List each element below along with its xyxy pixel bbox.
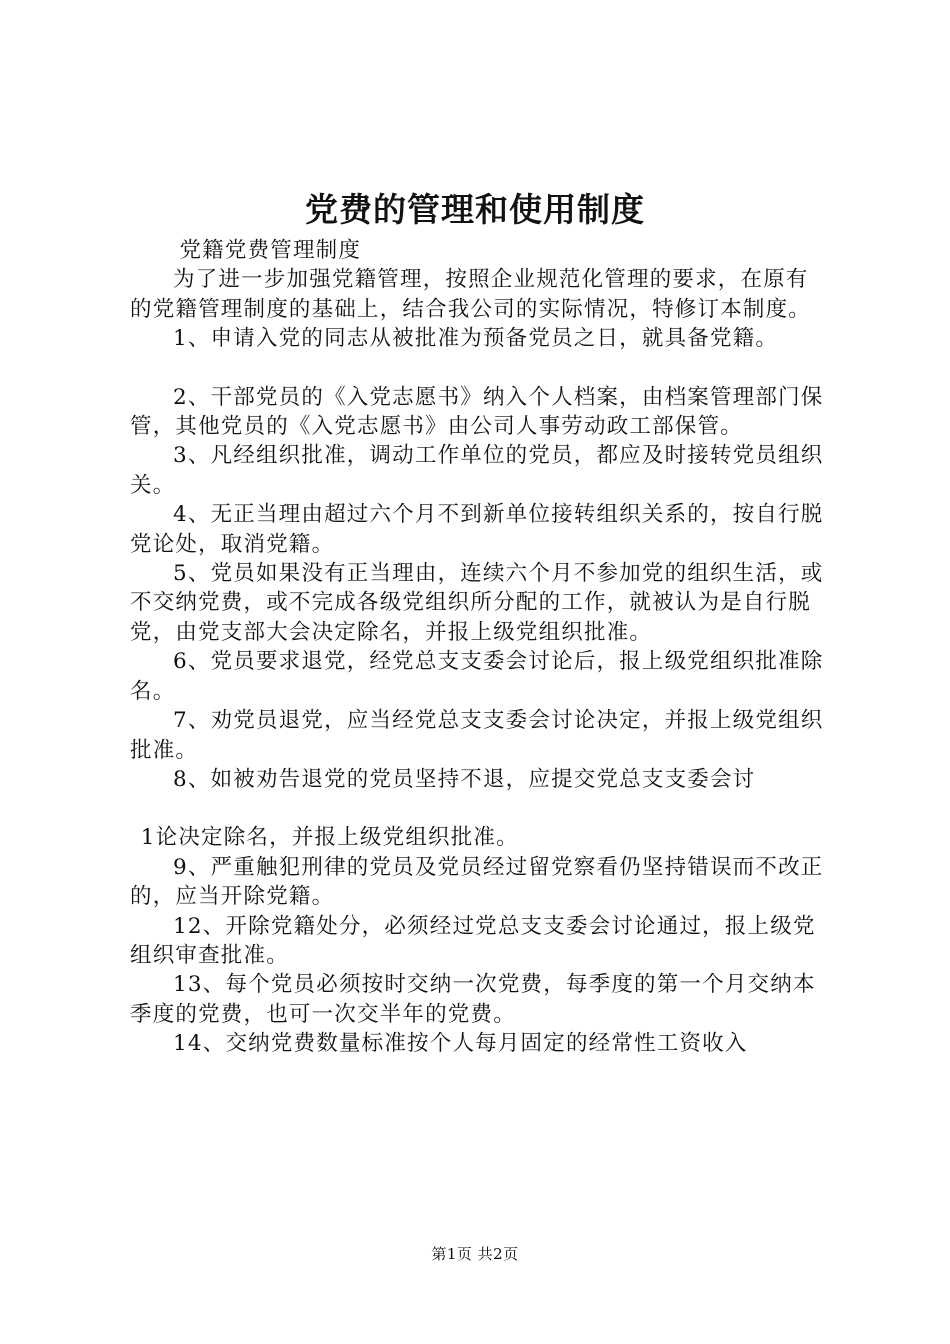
paragraph-item-13: 13、每个党员必须按时交纳一次党费，每季度的第一个月交纳本季度的党费，也可一次交半年的党费。 [130,972,816,1027]
paragraph-item-5: 5、党员如果没有正当理由，连续六个月不参加党的组织生活，或不交纳党费，或不完成各级党组织所分配的工作，就被认为是自行脱党，由党支部大会决定除名，并报上级党组织批准。 [130,561,824,645]
page-footer: 第1页 共2页 [431,1245,519,1263]
paragraph-intro: 为了进一步加强党籍管理，按照企业规范化管理的要求，在原有的党籍管理制度的基础上，结合我公司的实际情况，特修订本制度。 [130,267,812,322]
paragraph-item-8: 8、如被劝告退党的党员坚持不退，应提交党总支支委会讨 [173,766,756,792]
paragraph-item-2: 2、干部党员的《入党志愿书》纳入个人档案，由档案管理部门保管，其他党员的《入党志愿书》由公司人事劳动政工部保管。 [130,384,824,440]
paragraph-item-14: 14、交纳党费数量标准按个人每月固定的经常性工资收入 [173,1031,748,1057]
paragraph-item-8-continued: 1论决定除名，并报上级党组织批准。 [140,825,519,851]
section-heading: 党籍党费管理制度 [179,238,362,263]
paragraph-item-4: 4、无正当理由超过六个月不到新单位接转组织关系的，按自行脱党论处，取消党籍。 [130,502,824,557]
paragraph-item-3: 3、凡经组织批准，调动工作单位的党员，都应及时接转党员组织关。 [130,443,824,498]
paragraph-item-7: 7、劝党员退党，应当经党总支支委会讨论决定，并报上级党组织批准。 [130,708,824,763]
paragraph-item-12: 12、开除党籍处分，必须经过党总支支委会讨论通过，报上级党组织审查批准。 [130,913,816,968]
document-title: 党费的管理和使用制度 [305,190,645,229]
paragraph-item-9: 9、严重触犯刑律的党员及党员经过留党察看仍坚持错误而不改正的，应当开除党籍。 [130,854,824,910]
paragraph-item-6: 6、党员要求退党，经党总支支委会讨论后，报上级党组织批准除名。 [130,649,824,704]
paragraph-item-1: 1、申请入党的同志从被批准为预备党员之日，就具备党籍。 [173,326,779,352]
document-body [130,236,830,1059]
